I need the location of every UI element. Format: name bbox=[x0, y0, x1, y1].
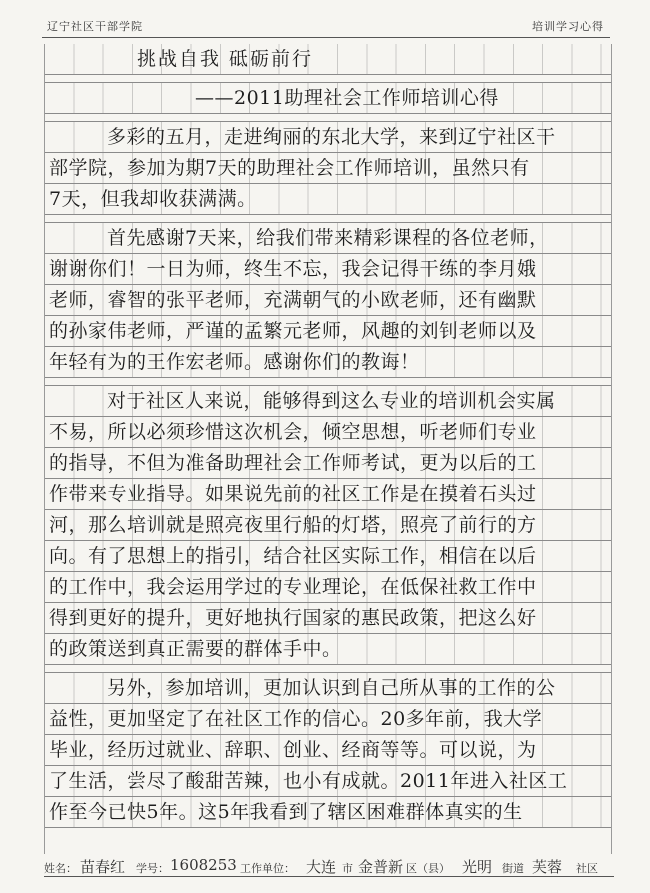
text-line: 的孙家伟老师，严谨的孟繁元老师，风趣的刘钊老师以及 bbox=[49, 320, 537, 342]
text-line: 向。有了思想上的指引，结合社区实际工作，相信在以后 bbox=[49, 545, 537, 567]
grid-row bbox=[45, 417, 611, 448]
text-line: 谢谢你们！一日为师，终生不忘，我会记得干练的李月娥 bbox=[49, 258, 537, 280]
text-line: 另外，参加培训，更加认识到自己所从事的工作的公 bbox=[107, 677, 556, 699]
student-name: 苗春红 bbox=[80, 858, 126, 876]
street-suffix: 街道 bbox=[502, 862, 524, 875]
text-line: 不易，所以必须珍惜这次机会，倾空思想，听老师们专业 bbox=[49, 421, 537, 443]
district-suffix: 区（县） bbox=[406, 862, 450, 875]
grid-row bbox=[45, 122, 611, 153]
text-line: 河，那么培训就是照亮夜里行船的灯塔，照亮了前行的方 bbox=[49, 514, 537, 536]
text-line: 老师，睿智的张平老师，充满朝气的小欧老师，还有幽默 bbox=[49, 289, 537, 311]
grid-row bbox=[45, 347, 611, 378]
grid-row bbox=[45, 223, 611, 254]
grid-row bbox=[45, 254, 611, 285]
grid-spacer bbox=[45, 114, 611, 122]
text-line: 的指导，不但为准备助理社会工作师考试，更为以后的工 bbox=[49, 452, 537, 474]
grid-spacer bbox=[45, 378, 611, 386]
grid-row bbox=[45, 448, 611, 479]
text-line: 对于社区人来说，能够得到这么专业的培训机会实属 bbox=[107, 390, 556, 412]
text-line: 多彩的五月，走进绚丽的东北大学，来到辽宁社区干 bbox=[107, 126, 556, 148]
grid-row bbox=[45, 510, 611, 541]
text-line: 的工作中，我会运用学过的专业理论，在低保社救工作中 bbox=[49, 576, 537, 598]
header-school: 辽宁社区干部学院 bbox=[47, 20, 143, 33]
unit-label: 工作单位： bbox=[240, 862, 295, 875]
header-rule bbox=[42, 37, 610, 38]
footer-info bbox=[44, 856, 614, 877]
text-line: 首先感谢7天来，给我们带来精彩课程的各位老师， bbox=[107, 227, 549, 249]
city-suffix: 市 bbox=[342, 862, 353, 875]
text-line: 作带来专业指导。如果说先前的社区工作是在摸着石头过 bbox=[49, 483, 537, 505]
text-line: 益性，更加坚定了在社区工作的信心。20多年前，我大学 bbox=[49, 708, 543, 730]
grid-spacer bbox=[45, 215, 611, 223]
grid-row bbox=[45, 541, 611, 572]
district-name: 金普新 bbox=[358, 858, 404, 876]
id-label: 学号： bbox=[136, 862, 169, 875]
grid-row bbox=[45, 634, 611, 665]
grid-row bbox=[45, 572, 611, 603]
student-id: 1608253 bbox=[170, 856, 237, 874]
essay-subtitle: ——2011助理社会工作师培训心得 bbox=[195, 87, 499, 109]
community-suffix: 社区 bbox=[576, 862, 598, 875]
grid-row-subtitle bbox=[45, 83, 611, 114]
grid-spacer bbox=[45, 75, 611, 83]
header-doc-type: 培训学习心得 bbox=[532, 20, 604, 33]
grid-row bbox=[45, 316, 611, 347]
text-line: 作至今已快5年。这5年我看到了辖区困难群体真实的生 bbox=[49, 801, 523, 823]
text-line: 了生活，尝尽了酸甜苦辣，也小有成就。2011年进入社区工 bbox=[49, 770, 568, 792]
community-name: 芙蓉 bbox=[532, 858, 563, 876]
text-line: 得到更好的提升，更好地执行国家的惠民政策，把这么好 bbox=[49, 607, 537, 629]
grid-row bbox=[45, 153, 611, 184]
name-label: 姓名： bbox=[44, 862, 77, 875]
grid-row bbox=[45, 285, 611, 316]
grid-row bbox=[45, 735, 611, 766]
grid-row bbox=[45, 766, 611, 797]
text-line: 毕业，经历过就业、辞职、创业、经商等等。可以说，为 bbox=[49, 739, 537, 761]
text-line: 部学院，参加为期7天的助理社会工作师培训，虽然只有 bbox=[49, 157, 530, 179]
text-line: 的政策送到真正需要的群体手中。 bbox=[49, 638, 342, 660]
grid-row bbox=[45, 184, 611, 215]
essay-title: 挑战自我 砥砺前行 bbox=[137, 48, 314, 70]
city-name: 大连 bbox=[306, 858, 337, 876]
street-name: 光明 bbox=[462, 858, 493, 876]
grid-row-title bbox=[45, 44, 611, 75]
grid-row bbox=[45, 479, 611, 510]
writing-grid bbox=[44, 44, 612, 854]
grid-row bbox=[45, 386, 611, 417]
grid-row bbox=[45, 603, 611, 634]
grid-row bbox=[45, 673, 611, 704]
text-line: 年轻有为的王作宏老师。感谢你们的教诲！ bbox=[49, 351, 420, 373]
grid-row bbox=[45, 797, 611, 828]
grid-spacer bbox=[45, 665, 611, 673]
text-line: 7天，但我却收获满满。 bbox=[49, 188, 257, 210]
grid-row bbox=[45, 704, 611, 735]
